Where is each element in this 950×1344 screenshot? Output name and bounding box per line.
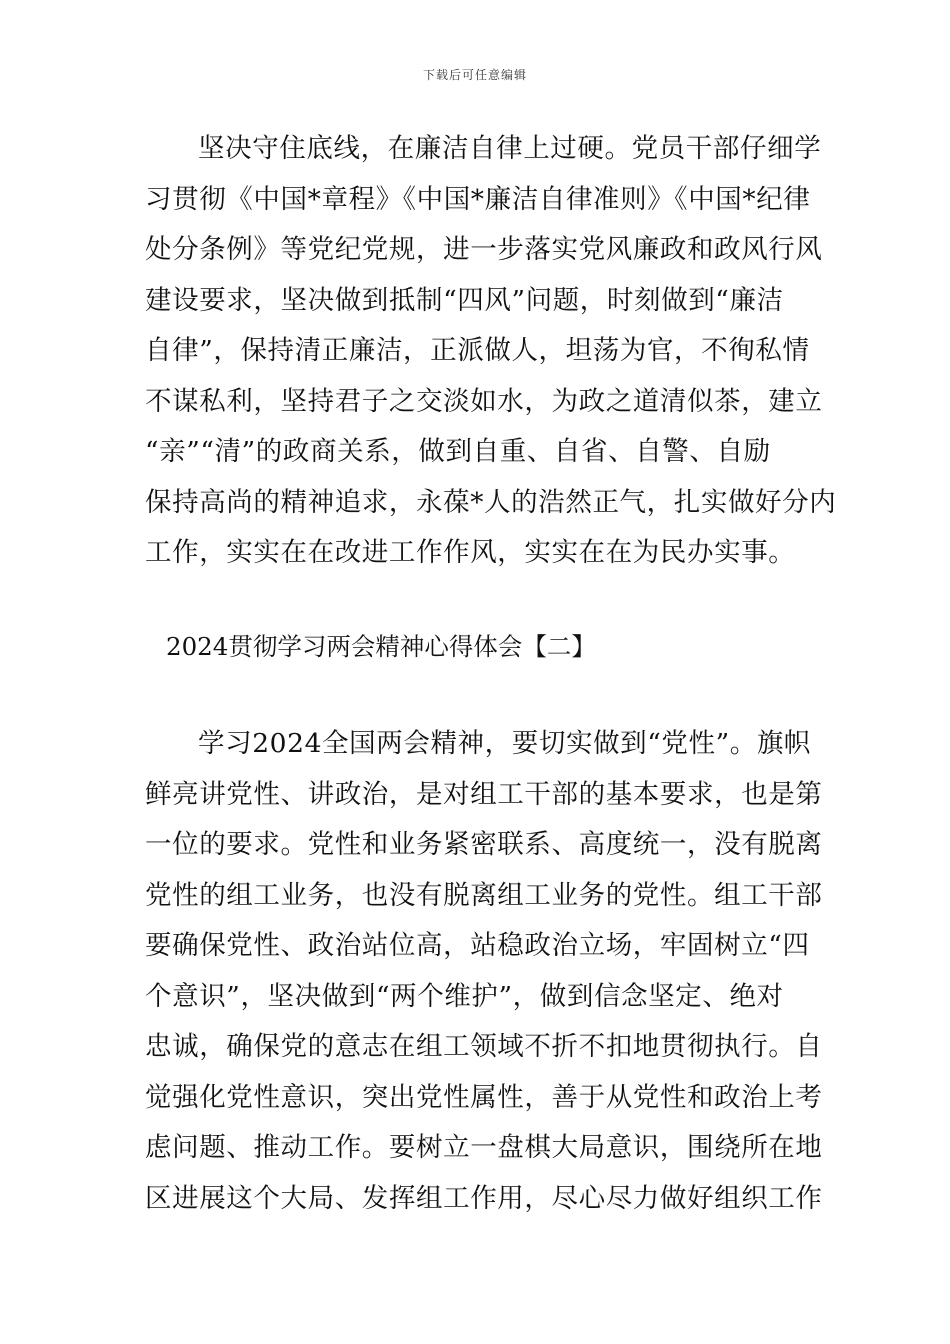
paragraph-1-line: 习贯彻《中国*章程》《中国*廉洁自律准则》《中国*纪律 — [145, 183, 811, 215]
paragraph-1-line: 自律”，保持清正廉洁，正派做人，坦荡为官，不徇私情 — [145, 335, 810, 366]
paragraph-1-line: 保持高尚的精神追求，永葆*人的浩然正气，扎实做好分内 — [145, 486, 837, 518]
paragraph-1-line: 处分条例》等党纪党规，进一步落实党风廉政和政风行风 — [145, 234, 823, 265]
header-note: 下载后可任意编辑 — [422, 68, 527, 82]
paragraph-2-line: 党性的组工业务，也没有脱离组工业务的党性。组工干部 — [145, 879, 823, 911]
paragraph-1-line: 建设要求，坚决做到抵制“四风”问题，时刻做到“廉洁 — [145, 284, 784, 316]
paragraph-2-line: 学习2024全国两会精神，要切实做到“党性”。旗帜 — [198, 728, 812, 759]
paragraph-1-line: 不谋私利，坚持君子之交淡如水，为政之道清似茶，建立 — [145, 385, 823, 417]
paragraph-2-line: 虑问题、推动工作。要树立一盘棋大局意识，围绕所在地 — [145, 1132, 823, 1163]
paragraph-2-line: 忠诚，确保党的意志在组工领域不折不扣地贯彻执行。自 — [145, 1031, 823, 1062]
paragraph-2-line: 个意识”，坚决做到“两个维护”，做到信念坚定、绝对 — [145, 980, 784, 1012]
section-heading: 2024贯彻学习两会精神心得体会【二】 — [166, 632, 596, 661]
paragraph-2-line: 一位的要求。党性和业务紧密联系、高度统一，没有脱离 — [145, 829, 823, 860]
paragraph-2-line: 鲜亮讲党性、讲政治，是对组工干部的基本要求，也是第 — [145, 778, 823, 810]
paragraph-2 — [145, 719, 823, 1224]
paragraph-2-line: 要确保党性、政治站位高，站稳政治立场，牢固树立“四 — [145, 930, 810, 961]
paragraph-1 — [145, 124, 837, 579]
paragraph-2-line: 觉强化党性意识，突出党性属性，善于从党性和政治上考 — [145, 1081, 823, 1113]
paragraph-1-line: “亲”“清”的政商关系，做到自重、自省、自警、自励 — [145, 436, 771, 467]
paragraph-2-line: 区进展这个大局、发挥组工作用，尽心尽力做好组织工作 — [145, 1182, 823, 1214]
paragraph-1-line: 坚决守住底线，在廉洁自律上过硬。党员干部仔细学 — [198, 133, 822, 164]
paragraph-1-line: 工作，实实在在改进工作作风，实实在在为民办实事。 — [145, 537, 796, 568]
